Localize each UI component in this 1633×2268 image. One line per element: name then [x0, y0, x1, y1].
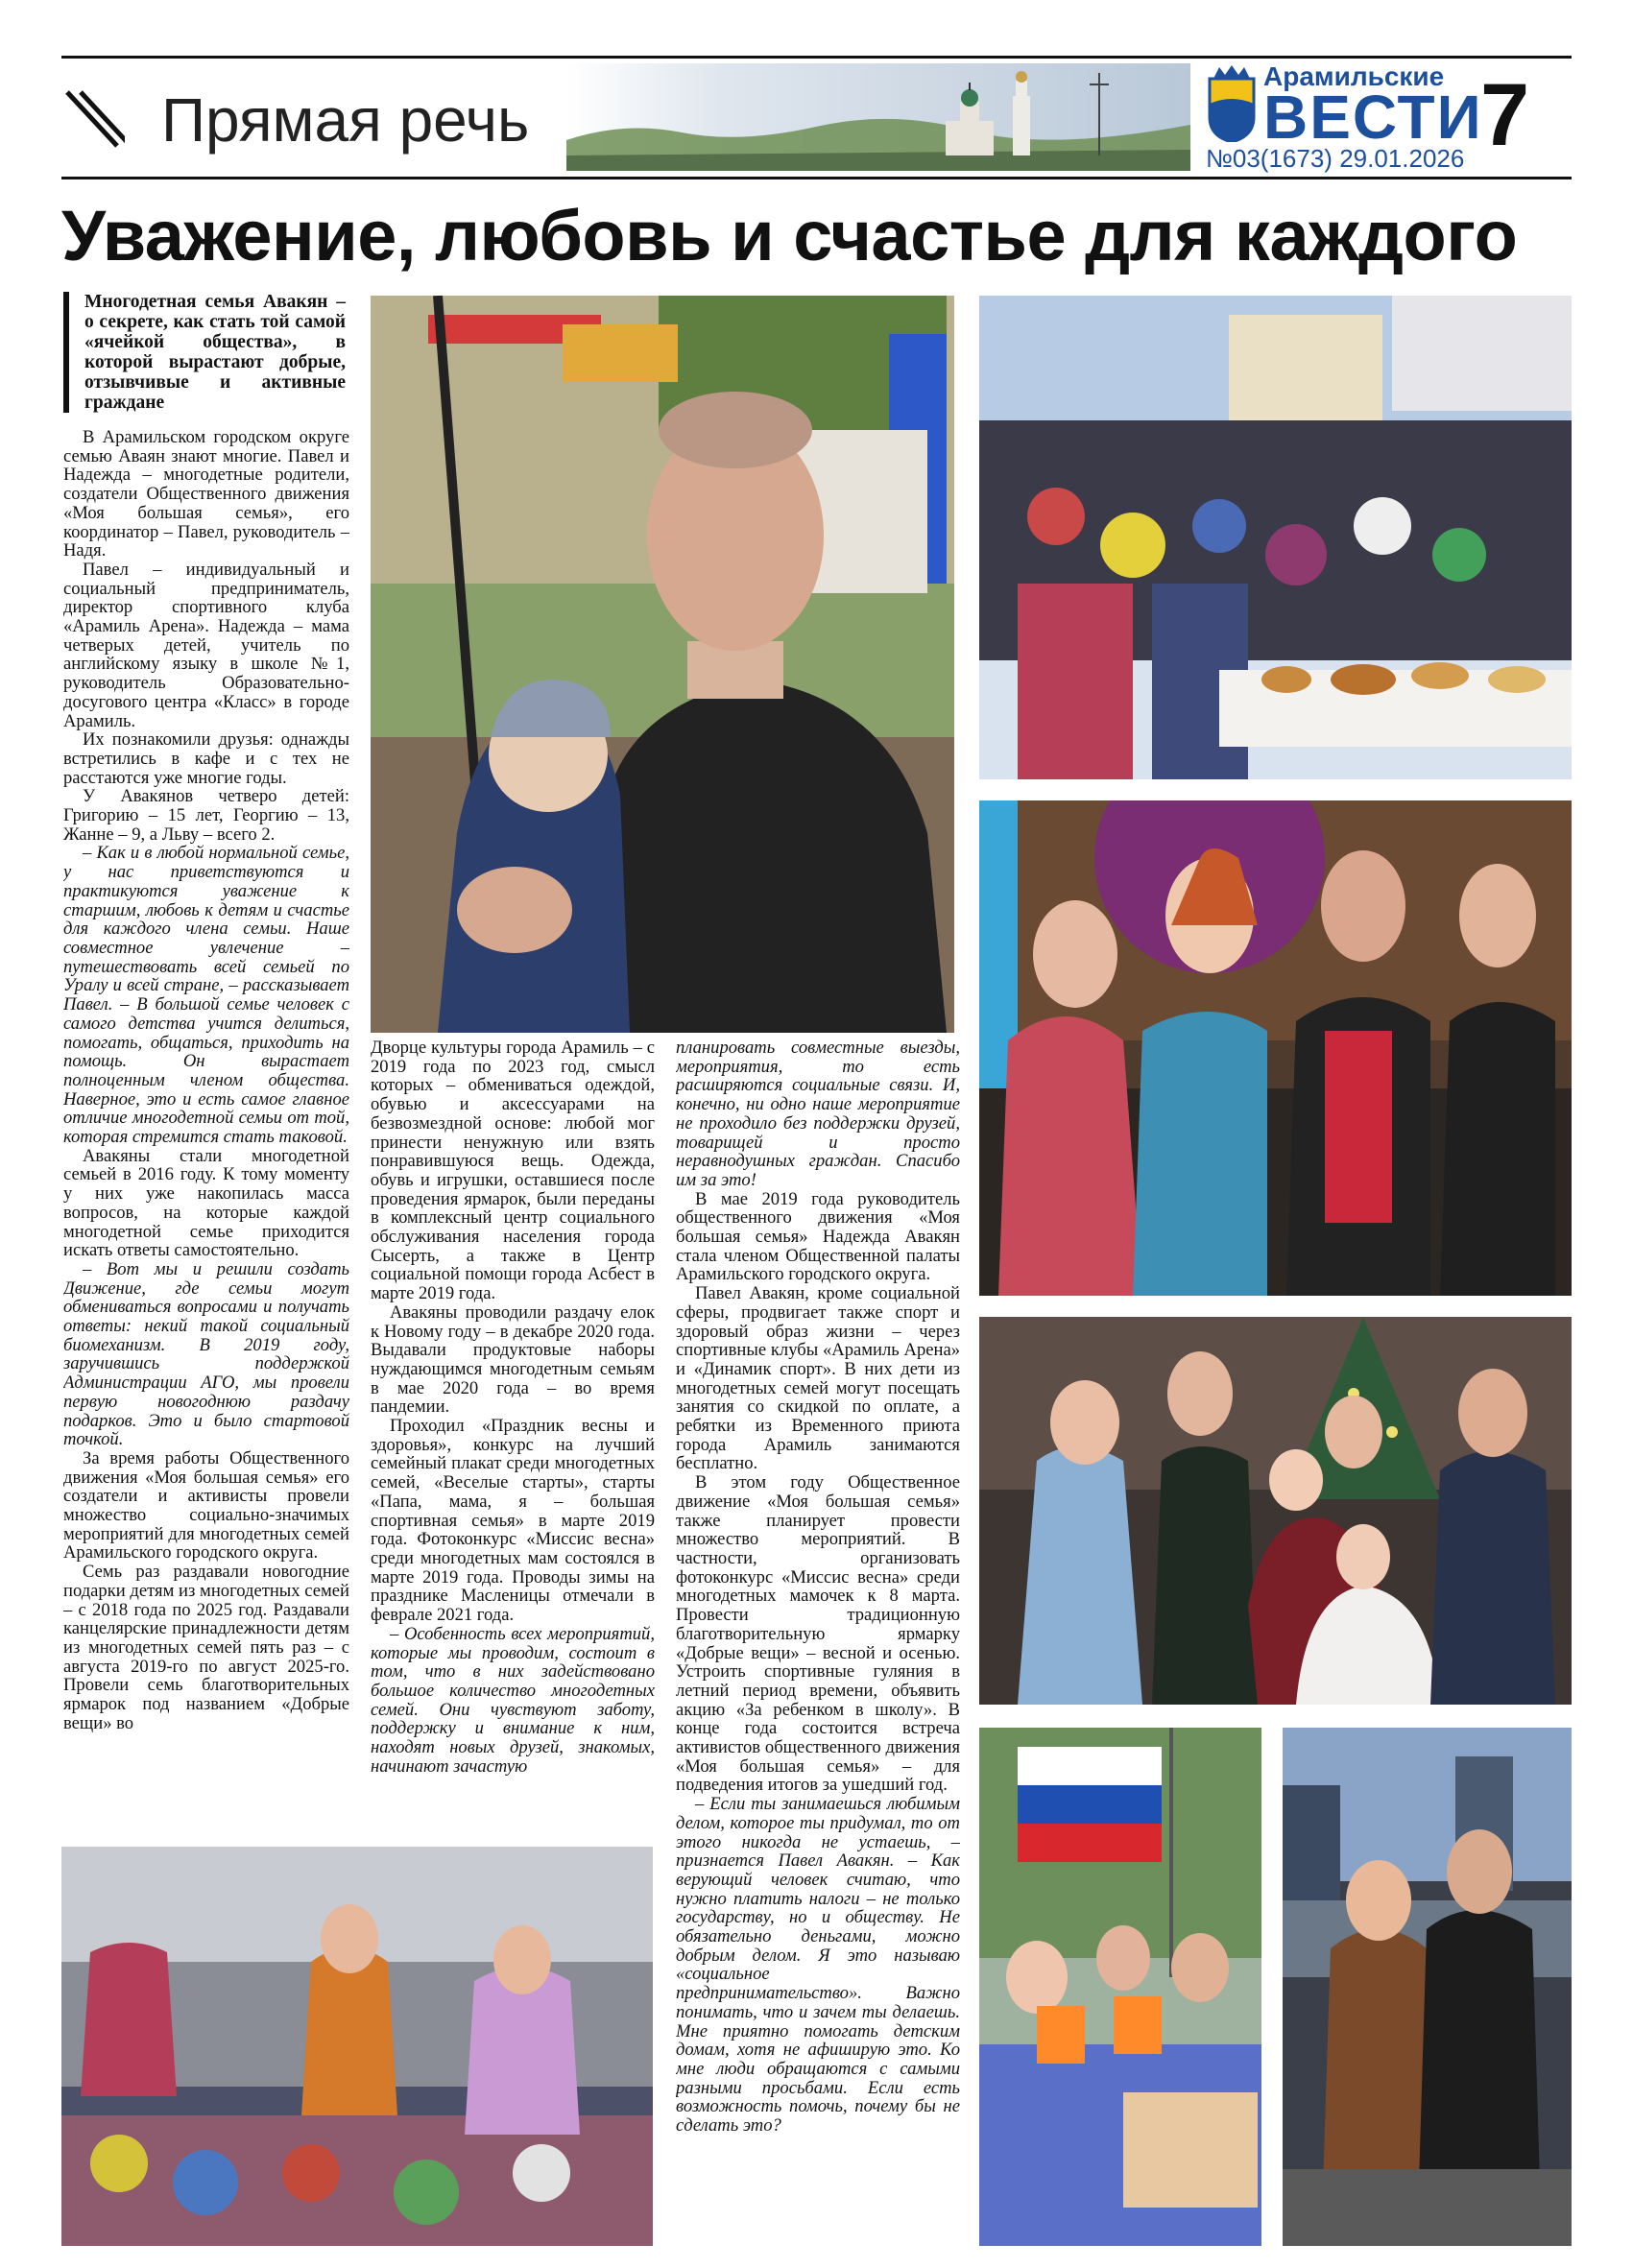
page-number: 7 [1480, 66, 1530, 164]
photo-family-christmas-tree [979, 1317, 1572, 1705]
article-paragraph: В Арамильском городском округе семью Аваян знают многие. Павел и Надежда – многодетные родители, создатели Общественного движения «Моя большая семья», его координатор – Павел, руководитель – Надя. [63, 428, 349, 561]
header-bottom-rule [61, 177, 1572, 179]
article-paragraph: Авакяны стали многодетной семьей в 2016 году. К тому моменту у них уже накопилась масса вопросов, на которые каждой многодетной семье приходится искать ответы самостоятельно. [63, 1145, 349, 1261]
article-paragraph: Павел Авакян, кроме социальной сферы, продвигает также спорт и здоровый образ жизни – через спортивные клубы «Арамиль Арена» и «Динамик спорт». В них дети из многодетных семей могут посещать занятия со скидкой по оплате, а ребятки из Временного приюта города Арамиль занимаются бесплатно. [676, 1283, 960, 1474]
article-paragraph: – Как и в любой нормальной семье, у нас приветствуются и практикуются уважение к старшим, любовь к детям и счастье для каждого члена семьи. Наше совместное увлечение – путешествовать всей семьей по Уралу и всей стране, – рассказывает Павел. – В большой семье человек с самого детства учится делиться, помогать, общаться, приходить на помощь. Он вырастает полноценным членом общества. Наверное, это и есть самое главное отличие многодетной семьи от той, которая стремится стать таковой. [63, 843, 349, 1148]
article-paragraph: В мае 2019 года руководитель общественного движения «Моя большая семья» Надежда Авакян стала членом Общественной палаты Арамильского городского округа. [676, 1188, 960, 1285]
logo-name: Арамильские [1263, 61, 1445, 91]
article-paragraph: планировать совместные выезды, мероприятия, то есть расширяются социальные связи. И, конечно, ни одно наше мероприятие не проходило без поддержки друзей, товарищей и просто неравнодушных граждан. Спасибо им за это! [676, 1039, 960, 1190]
photo-charity-clothing-fair [61, 1847, 653, 2246]
article-headline: Уважение, любовь и счастье для каждого [61, 196, 1518, 275]
article-paragraph: Проходил «Праздник весны и здоровья», конкурс на лучший семейный плакат среди многодетных семей, «Веселые старты», старты «Папа, мама, я – большая спортивная семья» в марте 2019 года. Фотоконкурс «Миссис весна» среди многодетных мам состоялся в марте 2019 года. Проводы зимы на празднике Масленицы отмечали в феврале 2021 года. [371, 1416, 655, 1626]
logo-vesti: ВЕСТИ [1263, 83, 1483, 152]
photo-couple-embankment [1283, 1728, 1572, 2246]
photo-four-adults [979, 800, 1572, 1296]
header-top-rule [61, 56, 1572, 59]
photo-children-picnic [979, 1728, 1261, 2246]
article-column-1 [63, 428, 349, 1843]
rubric-title: Прямая речь [161, 85, 530, 155]
article-lead: Многодетная семья Авакян – о секрете, как стать той самой «ячейкой общества», в которой вырастают добрые, отзывчивые и активные граждане [63, 292, 346, 413]
newspaper-logo [1206, 60, 1483, 175]
photo-winter-crowd [979, 296, 1572, 779]
article-paragraph: За время работы Общественного движения «Моя большая семья» его создатели и активисты провели множество социально-значимых мероприятий для многодетных семей Арамильского городского округа. [63, 1447, 349, 1564]
issue-number-date: №03(1673) 29.01.2026 [1206, 144, 1465, 173]
article-paragraph: – Вот мы и решили создать Движение, где семьи могут обмениваться вопросами и получать ответы: некий такой социальный биомеханизм. В 2019 году, заручившись поддержкой Администрации АГО, мы провели первую новогоднюю раздачу подарков. Это и было стартовой точкой. [63, 1258, 349, 1450]
article-paragraph: – Если ты занимаешься любимым делом, которое ты придумал, то от этого никогда не устаешь, – признается Павел Авакян. – Как верующий человек считаю, что нужно платить налоги – не только государству, но и обществу. Не обязательно деньгами, можно добрым делом. Я это называю «социальное предпринимательство». Важно понимать, что и зачем ты делаешь. Мне приятно помогать детским домам, хотя не афиширую это. Ко мне люди обращаются с самыми разными просьбами. Если есть возможность помочь, почему бы не сделать это? [676, 1794, 960, 2137]
header-banner-church-image [566, 63, 1190, 171]
article-paragraph: В этом году Общественное движение «Моя большая семья» также планирует провести множество мероприятий. В частности, организовать фотоконкурс «Миссис весна» среди многодетных мамочек к 8 марта. Провести традиционную благотворительную ярмарку «Добрые вещи» – весной и осенью. Устроить спортивные гуляния в летний период времени, объявить акцию «За ребенком в школу». В конце года состоится встреча активистов общественного движения «Моя большая семья» – для подведения итогов за ушедший год. [676, 1472, 960, 1796]
rubric-slashes-icon [63, 88, 125, 150]
article-paragraph: Дворце культуры города Арамиль – с 2019 года по 2023 год, смысл которых – обмениваться одеждой, обувью и аксессуарами на безвозмездной основе: любой мог принести ненужную или взять понравившуюся вещь. Одежда, обувь и игрушки, оставшиеся после проведения ярмарок, были переданы в комплексный центр социального обслуживания населения города Сысерть, а также в Центр социальной помощи города Асбест в марте 2019 года. [371, 1039, 655, 1304]
article-paragraph: – Особенность всех мероприятий, которые мы проводим, состоит в том, что в них задействовано большое количество многодетных семей. Они чувствуют заботу, поддержку и внимание к ним, находят новых друзей, знакомых, начинают зачастую [371, 1623, 655, 1777]
article-paragraph: Их познакомили друзья: однажды встретились в кафе и с тех не расстаются уже многие годы. [63, 729, 349, 788]
article-column-2 [371, 1039, 655, 1843]
article-paragraph: Авакяны проводили раздачу елок к Новому году – в декабре 2020 года. Выдавали продуктовые наборы нуждающимся многодетным семьям в мае 2020 года – во время пандемии. [371, 1301, 655, 1418]
article-paragraph: Семь раз раздавали новогодние подарки детям из многодетных семей – с 2018 года по 2025 год. Раздавали канцелярские принадлежности детям из многодетных семей пять раз – с августа 2019-го по август 2025-го. Провели семь благотворительных ярмарок под названием «Добрые вещи» во [63, 1562, 349, 1733]
article-paragraph: У Авакянов четверо детей: Григорию – 15 лет, Георгию – 13, Жанне – 9, а Льву – всего 2. [63, 786, 349, 845]
coat-of-arms-icon [1206, 65, 1258, 142]
article-paragraph: Павел – индивидуальный и социальный предприниматель, директор спортивного клуба «Арамиль Арена». Надежда – мама четверых детей, учитель по английскому языку в школе №1, руководитель Образовательно-досугового центра «Класс» в городе Арамиль. [63, 559, 349, 731]
photo-man-holding-baby [371, 296, 954, 1033]
article-column-3 [676, 1039, 960, 2232]
